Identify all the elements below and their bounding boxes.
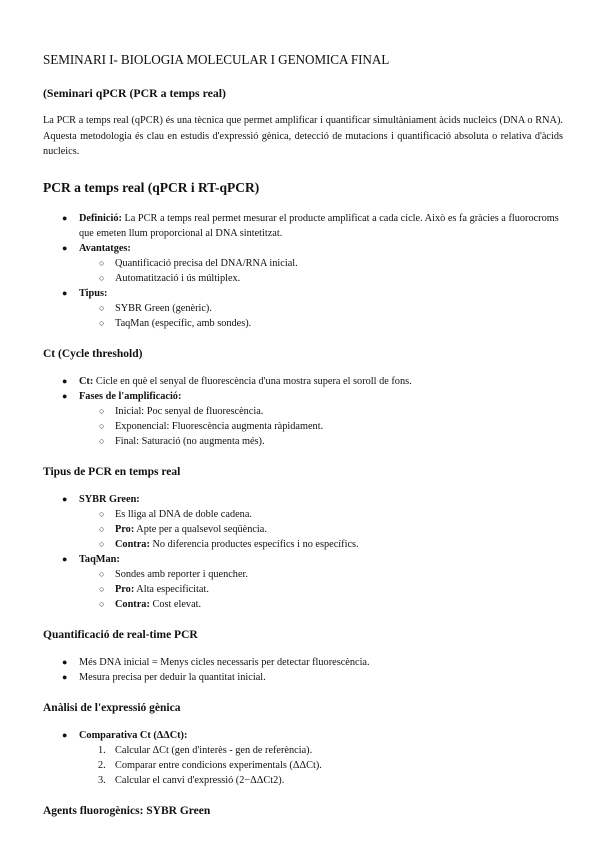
- bullet-icon: ●: [62, 553, 68, 564]
- intro-paragraph: La PCR a temps real (qPCR) és una tècnica que permet amplificar i quantificar simultàniament àcids nucleics (DNA o RNA). Aquesta metodologia és clau en estudis d'expressió gènica, detecció de mutacions i quantificació absoluta o relativa d'àcids nucleics.: [43, 115, 563, 157]
- taqman-sublist: [79, 567, 563, 612]
- section-quant-heading: Quantificació de real-time PCR: [43, 628, 198, 641]
- bullet-icon: ●: [62, 390, 68, 401]
- list-item: [79, 743, 563, 758]
- list-item-text: TaqMan (específic, amb sondes).: [115, 317, 252, 329]
- definition-label: Definició:: [79, 212, 122, 224]
- list-item: [79, 597, 563, 612]
- list-item-text: Quantificació precisa del DNA/RNA inicial.: [115, 257, 298, 269]
- list-item-text: Automatització i ús múltiplex.: [115, 272, 241, 284]
- steps-sublist: [79, 743, 563, 788]
- list-item-definition: [43, 211, 563, 241]
- document-title: SEMINARI I- BIOLOGIA MOLECULAR I GENOMICA FINAL: [43, 52, 390, 67]
- section-ct-list: [43, 374, 563, 449]
- circle-bullet-icon: ○: [99, 583, 105, 594]
- list-item: [79, 522, 563, 537]
- section-fluorogenic-heading: Agents fluorogènics: SYBR Green: [43, 804, 211, 817]
- list-item-phases: [43, 389, 563, 449]
- phases-label: Fases de l'amplificació:: [79, 390, 182, 402]
- list-item-text: No diferencia productes específics i no específics.: [149, 538, 359, 550]
- list-item-text: Sondes amb reporter i quencher.: [115, 568, 248, 580]
- circle-bullet-icon: ○: [99, 598, 105, 609]
- list-item: [79, 404, 563, 419]
- document-page: [43, 52, 563, 817]
- con-label: Contra:: [115, 598, 150, 610]
- bullet-icon: ●: [62, 242, 68, 253]
- list-item-types: [43, 286, 563, 331]
- bullet-icon: ●: [62, 212, 68, 223]
- list-item-text: Inicial: Poc senyal de fluorescència.: [115, 405, 264, 417]
- list-item-sybr: [43, 492, 563, 552]
- section-quant-list: [43, 655, 563, 685]
- circle-bullet-icon: ○: [99, 302, 105, 313]
- circle-bullet-icon: ○: [99, 435, 105, 446]
- circle-bullet-icon: ○: [99, 405, 105, 416]
- list-item: [79, 773, 563, 788]
- list-item: [43, 670, 563, 685]
- circle-bullet-icon: ○: [99, 568, 105, 579]
- ct-label: Ct:: [79, 375, 94, 387]
- ct-text: Cicle en què el senyal de fluorescència d'una mostra supera el soroll de fons.: [93, 375, 412, 387]
- list-item: [79, 758, 563, 773]
- list-item: [43, 655, 563, 670]
- list-item-text: Alta especificitat.: [134, 583, 209, 595]
- circle-bullet-icon: ○: [99, 538, 105, 549]
- advantages-label: Avantatges:: [79, 242, 131, 254]
- section-types-heading: Tipus de PCR en temps real: [43, 465, 181, 478]
- sybr-sublist: [79, 507, 563, 552]
- list-item-text: Final: Saturació (no augmenta més).: [115, 435, 265, 447]
- section-expression-list: [43, 728, 563, 788]
- definition-text: La PCR a temps real permet mesurar el producte amplificat a cada cicle. Això es fa gràcies a fluorocroms que emeten llum proporcional al DNA sintetitzat.: [79, 212, 559, 239]
- list-item-text: Cost elevat.: [149, 598, 202, 610]
- list-item: [79, 271, 563, 286]
- list-item-text: Calcular ΔCt (gen d'interès - gen de referència).: [115, 744, 313, 756]
- section-types-list: [43, 492, 563, 612]
- list-item: [79, 316, 563, 331]
- list-item: [79, 301, 563, 316]
- step-number: 1.: [98, 744, 106, 756]
- list-item: [79, 567, 563, 582]
- circle-bullet-icon: ○: [99, 523, 105, 534]
- list-item-text: SYBR Green (genèric).: [115, 302, 212, 314]
- section-ct-heading: Ct (Cycle threshold): [43, 347, 143, 360]
- list-item-ct: [43, 374, 563, 389]
- bullet-icon: ●: [62, 656, 68, 667]
- types-label: Tipus:: [79, 287, 108, 299]
- taqman-label: TaqMan:: [79, 553, 120, 565]
- section-pcr-heading: PCR a temps real (qPCR i RT-qPCR): [43, 179, 260, 195]
- list-item: [79, 537, 563, 552]
- section-expression-heading: Anàlisi de l'expressió gènica: [43, 701, 181, 714]
- types-sublist: [79, 301, 563, 331]
- con-label: Contra:: [115, 538, 150, 550]
- bullet-icon: ●: [62, 729, 68, 740]
- list-item: [79, 434, 563, 449]
- bullet-icon: ●: [62, 493, 68, 504]
- sybr-label: SYBR Green:: [79, 493, 140, 505]
- pro-label: Pro:: [115, 523, 135, 535]
- list-item-text: Més DNA inicial = Menys cicles necessaris per detectar fluorescència.: [79, 656, 370, 668]
- list-item: [79, 256, 563, 271]
- bullet-icon: ●: [62, 287, 68, 298]
- circle-bullet-icon: ○: [99, 272, 105, 283]
- section-pcr-list: [43, 211, 563, 331]
- list-item-advantages: [43, 241, 563, 286]
- pro-label: Pro:: [115, 583, 135, 595]
- circle-bullet-icon: ○: [99, 420, 105, 431]
- circle-bullet-icon: ○: [99, 257, 105, 268]
- list-item-text: Comparar entre condicions experimentals (ΔΔCt).: [115, 759, 322, 771]
- list-item-text: Mesura precisa per deduir la quantitat inicial.: [79, 671, 266, 683]
- list-item-comparative: [43, 728, 563, 788]
- list-item-text: Apte per a qualsevol seqüència.: [134, 523, 267, 535]
- bullet-icon: ●: [62, 375, 68, 386]
- list-item-taqman: [43, 552, 563, 612]
- list-item-text: Calcular el canvi d'expressió (2−ΔΔCt2).: [115, 774, 285, 786]
- circle-bullet-icon: ○: [99, 508, 105, 519]
- list-item-text: Es lliga al DNA de doble cadena.: [115, 508, 252, 520]
- step-number: 2.: [98, 759, 106, 771]
- circle-bullet-icon: ○: [99, 317, 105, 328]
- phases-sublist: [79, 404, 563, 449]
- step-number: 3.: [98, 774, 106, 786]
- subtitle: (Seminari qPCR (PCR a temps real): [43, 86, 226, 100]
- bullet-icon: ●: [62, 671, 68, 682]
- comparative-label: Comparativa Ct (ΔΔCt):: [79, 729, 188, 741]
- list-item-text: Exponencial: Fluorescència augmenta ràpidament.: [115, 420, 324, 432]
- list-item: [79, 507, 563, 522]
- advantages-sublist: [79, 256, 563, 286]
- list-item: [79, 582, 563, 597]
- list-item: [79, 419, 563, 434]
